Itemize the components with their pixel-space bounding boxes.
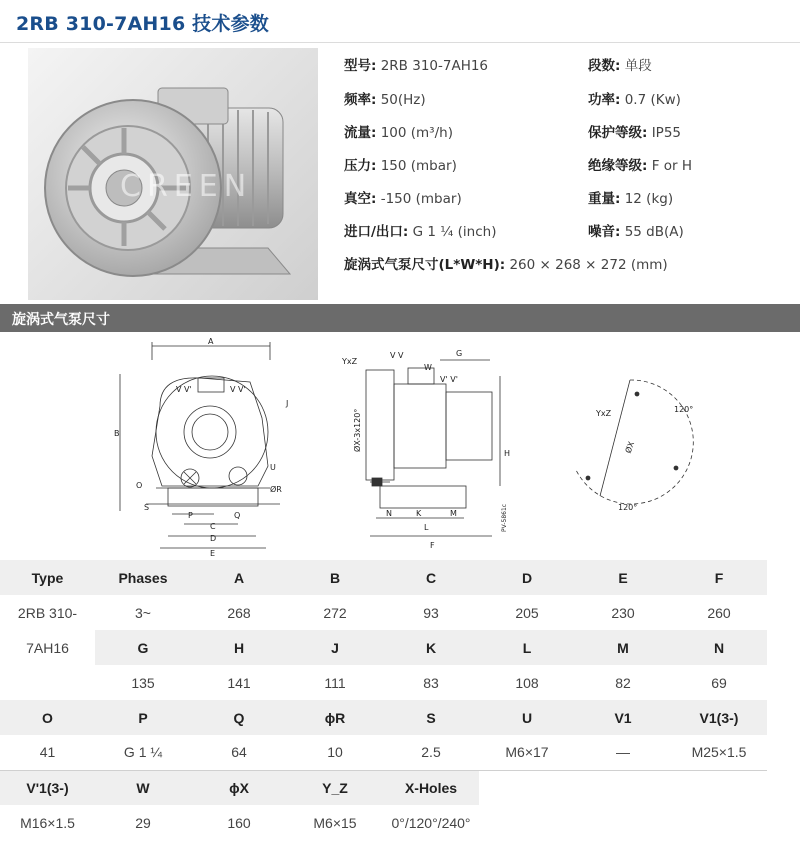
table-row — [0, 700, 767, 735]
spec-power: 功率: 0.7 (Kw) — [588, 92, 681, 108]
dim-label-c: C — [210, 522, 216, 531]
label-yxz-side: YxZ — [342, 357, 358, 366]
dim-label-m: M — [450, 509, 457, 518]
dim-label-e: E — [210, 549, 216, 558]
label-yxz-flange: YxZ — [596, 409, 612, 418]
cell-v1-prime: M16×1.5 — [20, 814, 75, 831]
header-h: H — [191, 630, 287, 665]
cell-x: 160 — [227, 814, 251, 831]
table-row — [0, 560, 767, 595]
cell-e: 230 — [611, 604, 635, 621]
header-l: L — [479, 630, 575, 665]
cell-empty — [479, 805, 575, 840]
cell-type-line1: 2RB 310- — [17, 604, 78, 621]
header-n: N — [671, 630, 767, 665]
table-row — [0, 630, 767, 665]
cell-k: 83 — [423, 674, 439, 691]
spec-flow: 流量: 100 (m³/h) — [344, 125, 453, 141]
header-w: W — [95, 770, 191, 805]
cell-f: 260 — [707, 604, 731, 621]
cell-n: 69 — [711, 674, 727, 691]
page-title: 2RB 310-7AH16 技术参数 — [16, 13, 269, 35]
header-b: B — [287, 560, 383, 595]
label-angle-bottom: 120° — [618, 503, 638, 512]
cell-empty — [671, 770, 767, 805]
dim-label-q: Q — [234, 511, 241, 520]
cell-empty — [671, 805, 767, 840]
header-phases: Phases — [95, 560, 191, 595]
header-g: G — [95, 630, 191, 665]
header-p: P — [95, 700, 191, 735]
dimension-table — [0, 560, 767, 840]
table-row — [0, 805, 767, 840]
cell-v1-3: M25×1.5 — [671, 735, 767, 770]
cell-h: 141 — [227, 674, 251, 691]
header-x-holes: X-Holes — [383, 770, 479, 805]
header-a: A — [191, 560, 287, 595]
product-photo — [28, 48, 318, 300]
dim-label-g: G — [456, 349, 463, 358]
dim-label-p: P — [188, 511, 193, 520]
cell-p: G 1 ¼ — [95, 735, 191, 770]
photo-watermark: CREEN — [120, 169, 253, 204]
label-vv-side: V V — [390, 351, 404, 360]
label-angle-top: 120° — [674, 405, 694, 414]
dim-label-d: D — [210, 534, 217, 543]
cell-empty — [575, 770, 671, 805]
header-v1-3: V1(3-) — [671, 700, 767, 735]
spec-stage: 段数: 单段 — [588, 58, 652, 74]
label-r: ØR — [270, 485, 282, 494]
title-divider — [0, 42, 800, 43]
cell-g: 135 — [131, 674, 155, 691]
header-x: ϕX — [191, 770, 287, 805]
section-header — [0, 304, 800, 332]
table-row — [0, 665, 767, 700]
cell-w: 29 — [135, 814, 151, 831]
cell-empty — [575, 805, 671, 840]
label-x-holes: ØX-3x120° — [353, 408, 362, 452]
header-q: Q — [191, 700, 287, 735]
spec-insulation: 绝缘等级: F or H — [588, 158, 693, 174]
cell-v1: — — [575, 735, 671, 770]
spec-noise: 噪音: 55 dB(A) — [588, 224, 684, 240]
table-row — [0, 770, 767, 805]
cell-d: 205 — [515, 604, 539, 621]
spec-model: 型号: 2RB 310-7AH16 — [344, 58, 489, 74]
label-vv-prime-side: V' V' — [440, 375, 458, 384]
label-u: U — [270, 463, 276, 472]
cell-l: 108 — [515, 674, 539, 691]
dim-label-j: J — [286, 399, 289, 408]
dim-label-w: W — [424, 363, 432, 372]
spec-port: 进口/出口: G 1 ¼ (inch) — [344, 224, 497, 240]
table-row — [0, 595, 767, 630]
label-v-right: V V' — [230, 385, 246, 394]
header-u: U — [479, 700, 575, 735]
header-k: K — [383, 630, 479, 665]
header-j: J — [287, 630, 383, 665]
cell-phases: 3~ — [135, 604, 151, 621]
header-s: S — [383, 700, 479, 735]
dim-label-a: A — [208, 337, 214, 346]
dim-label-n: N — [386, 509, 392, 518]
blower-illustration — [28, 48, 318, 300]
spec-protection: 保护等级: IP55 — [588, 125, 682, 141]
spec-vacuum: 真空: -150 (mbar) — [344, 191, 462, 207]
dim-label-s: S — [144, 503, 150, 512]
dim-label-o: O — [136, 481, 143, 490]
header-o: O — [0, 700, 95, 735]
dim-label-k: K — [416, 509, 422, 518]
cell-o: 41 — [0, 735, 95, 770]
header-e: E — [575, 560, 671, 595]
dimension-drawings — [90, 336, 710, 560]
label-x-flange: ØX — [623, 440, 637, 455]
header-v1: V1 — [575, 700, 671, 735]
side-view-drawing — [341, 349, 510, 550]
cell-type-line2: 7AH16 — [0, 630, 95, 665]
header-m: M — [575, 630, 671, 665]
cell-yz: M6×15 — [313, 814, 357, 831]
spec-size: 旋涡式气泵尺寸(L*W*H): 260 × 268 × 272 (mm) — [344, 257, 668, 273]
front-view-drawing — [114, 337, 288, 558]
cell-empty — [479, 770, 575, 805]
dim-label-b: B — [114, 429, 120, 438]
cell-q: 64 — [191, 735, 287, 770]
cell-j: 111 — [324, 674, 346, 691]
header-f: F — [671, 560, 767, 595]
dim-label-f: F — [430, 541, 435, 550]
dim-label-h: H — [504, 449, 511, 458]
cell-a: 268 — [227, 604, 251, 621]
label-v-left: V V' — [176, 385, 192, 394]
spec-pressure: 压力: 150 (mbar) — [344, 158, 457, 174]
header-d: D — [479, 560, 575, 595]
header-yz: Y_Z — [287, 770, 383, 805]
flange-drawing — [576, 380, 693, 512]
section-title: 旋涡式气泵尺寸 — [12, 312, 110, 328]
cell-s: 2.5 — [383, 735, 479, 770]
header-type: Type — [0, 560, 95, 595]
header-r: ϕR — [287, 700, 383, 735]
table-row — [0, 735, 767, 770]
header-v1-prime: V'1(3-) — [0, 770, 95, 805]
spec-frequency: 频率: 50(Hz) — [344, 92, 426, 108]
spec-weight: 重量: 12 (kg) — [588, 191, 674, 207]
dim-label-l: L — [424, 523, 429, 532]
cell-r: 10 — [287, 735, 383, 770]
cell-b: 272 — [323, 604, 347, 621]
drawing-number: PV-5861c — [501, 503, 508, 532]
cell-empty — [0, 665, 95, 700]
cell-c: 93 — [423, 604, 439, 621]
cell-x-holes: 0°/120°/240° — [391, 814, 471, 831]
cell-m: 82 — [615, 674, 631, 691]
header-c: C — [383, 560, 479, 595]
cell-u: M6×17 — [479, 735, 575, 770]
